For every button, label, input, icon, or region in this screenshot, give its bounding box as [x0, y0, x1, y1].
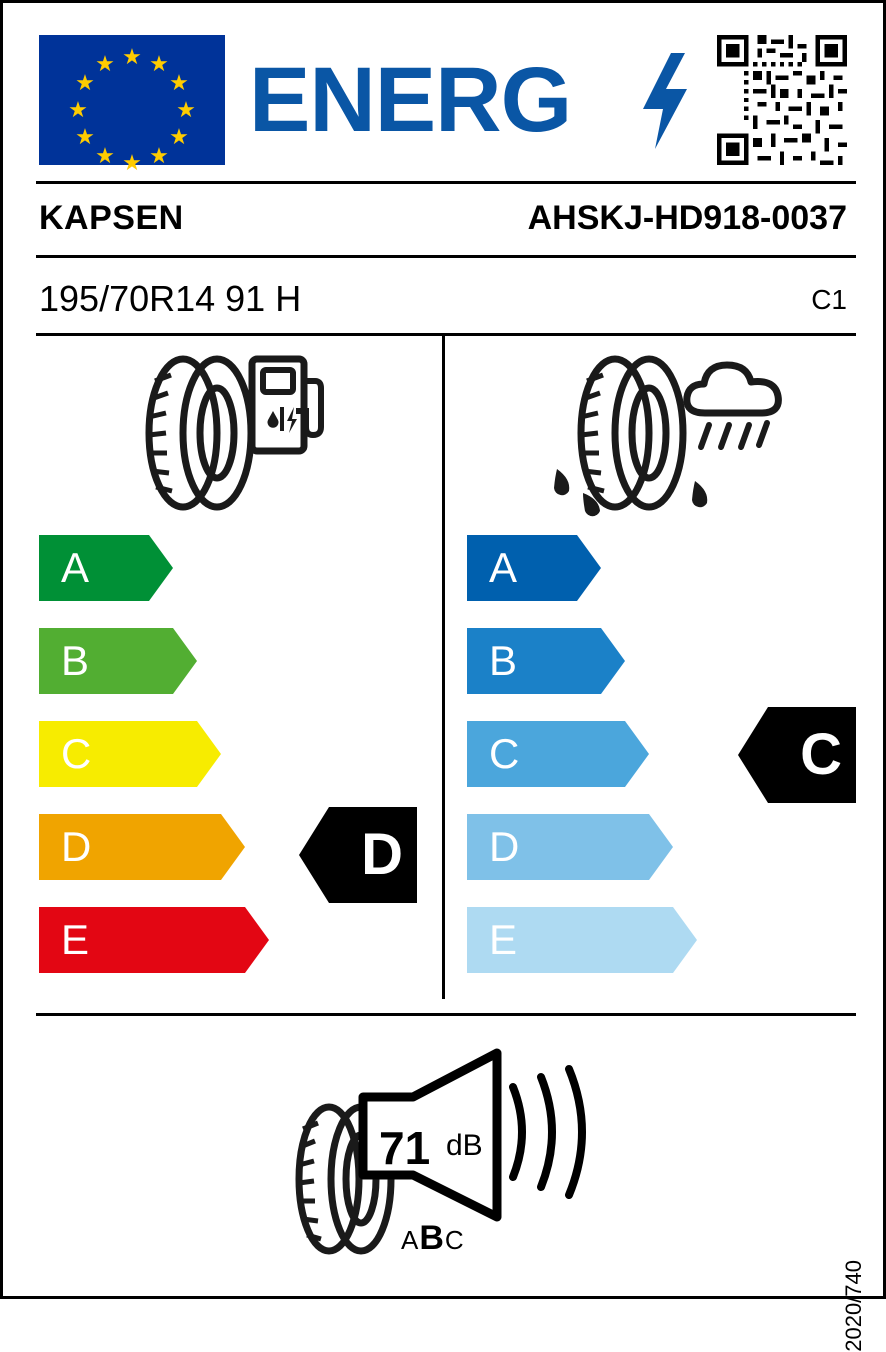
noise-class-indicator: [401, 1219, 465, 1258]
energ-text: ENERG: [249, 49, 572, 151]
fuel-grade-a: [39, 535, 173, 601]
grade-letter: A: [489, 544, 518, 591]
model-code: AHSKJ-HD918-0037: [527, 199, 847, 237]
grade-letter: B: [61, 637, 90, 684]
energ-wordmark: [249, 39, 689, 161]
tyre-size: 195/70R14 91 H: [39, 278, 302, 319]
fuel-efficiency-result: [299, 807, 417, 903]
regulation-reference: 2020/740: [841, 1260, 866, 1352]
wet-grade-c: [467, 721, 649, 787]
fuel-result-letter: D: [361, 822, 403, 887]
noise-class-selected: B: [419, 1219, 445, 1257]
divider-brand: [36, 255, 856, 258]
fuel-grade-e: [39, 907, 269, 973]
tyre-class: C1: [811, 284, 847, 315]
grade-letter: D: [61, 823, 92, 870]
wet-grade-a: [467, 535, 601, 601]
grade-arrow: [39, 535, 173, 601]
grade-letter: C: [61, 730, 92, 777]
grade-letter: D: [489, 823, 520, 870]
rain-cloud-icon: [679, 351, 789, 461]
fuel-grade-d: [39, 814, 245, 880]
wet-grade-b: [467, 628, 625, 694]
grade-letter: B: [489, 637, 518, 684]
qr-code-icon: [717, 35, 847, 165]
grade-arrow: [467, 535, 601, 601]
wet-grip-result: [738, 707, 856, 803]
lightning-bolt-icon: [641, 53, 689, 149]
sound-waves-icon: [501, 1067, 591, 1197]
brand-name: KAPSEN: [39, 199, 184, 237]
wet-result-letter: C: [800, 722, 842, 787]
noise-db-unit: dB: [446, 1129, 483, 1162]
noise-db-value: 71: [379, 1122, 431, 1174]
wet-grade-e: [467, 907, 697, 973]
divider-size: [36, 333, 856, 336]
divider-center-vertical: [442, 336, 445, 999]
wet-grip-scale: [467, 535, 727, 975]
fuel-efficiency-scale: [39, 535, 299, 975]
noise-class-c: C: [444, 1225, 465, 1255]
fuel-grade-c: [39, 721, 221, 787]
noise-class-a: A: [401, 1225, 420, 1255]
fuel-grade-b: [39, 628, 197, 694]
divider-grades: [36, 1013, 856, 1016]
grade-letter: C: [489, 730, 520, 777]
fuel-pump-icon: [249, 355, 325, 455]
grade-letter: A: [61, 544, 90, 591]
grade-letter: E: [489, 916, 518, 963]
eu-flag-icon: ★ ★ ★ ★ ★ ★ ★ ★ ★ ★ ★ ★: [39, 35, 225, 165]
grade-letter: E: [61, 916, 90, 963]
divider-top: [36, 181, 856, 184]
wet-grade-d: [467, 814, 673, 880]
noise-section: [283, 1043, 613, 1263]
